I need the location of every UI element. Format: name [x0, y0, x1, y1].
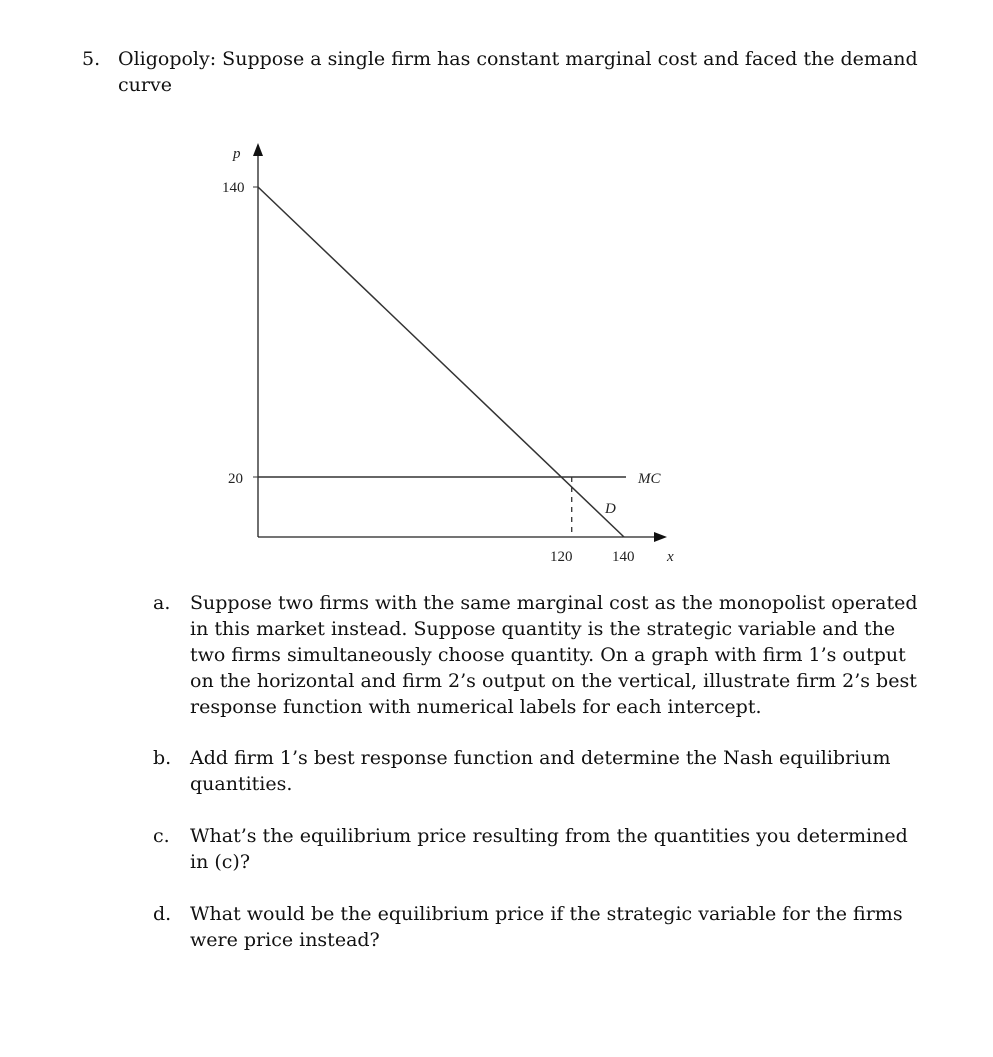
x-tick-label-120: 120: [550, 549, 573, 565]
part-c-text: What’s the equilibrium price resulting from the quantities you determined in (c)?: [190, 825, 908, 873]
y-axis-label: p: [233, 146, 241, 162]
x-axis-arrow: [654, 532, 667, 542]
question-text: Oligopoly: Suppose a single firm has constant marginal cost and faced the demand curve: [118, 48, 918, 96]
y-axis-arrow: [253, 143, 263, 156]
mc-label: MC: [638, 471, 661, 487]
part-b-text: Add firm 1’s best response function and determine the Nash equilibrium quantities.: [190, 747, 891, 795]
y-tick-label-20: 20: [228, 471, 243, 487]
part-a-text: Suppose two firms with the same marginal cost as the monopolist operated in this market instead. Suppose quantity is the strategic variable and the two firms simultaneously choose quantity. On a graph with firm 1’s output on the horizontal and firm 2’s output on the vertical, illustrate firm 2’s best response function with numerical labels for each intercept.: [190, 592, 918, 718]
part-d-text: What would be the equilibrium price if the strategic variable for the firms were price instead?: [190, 903, 903, 951]
demand-line: [258, 187, 624, 537]
part-a-letter: a.: [153, 592, 171, 614]
demand-label: D: [605, 501, 616, 517]
part-d-letter: d.: [153, 903, 172, 925]
x-axis-label: x: [667, 549, 674, 565]
part-b-letter: b.: [153, 747, 172, 769]
part-c-letter: c.: [153, 825, 170, 847]
x-tick-label-140: 140: [612, 549, 635, 565]
y-tick-label-140: 140: [222, 180, 245, 196]
question-number: 5.: [82, 48, 101, 70]
